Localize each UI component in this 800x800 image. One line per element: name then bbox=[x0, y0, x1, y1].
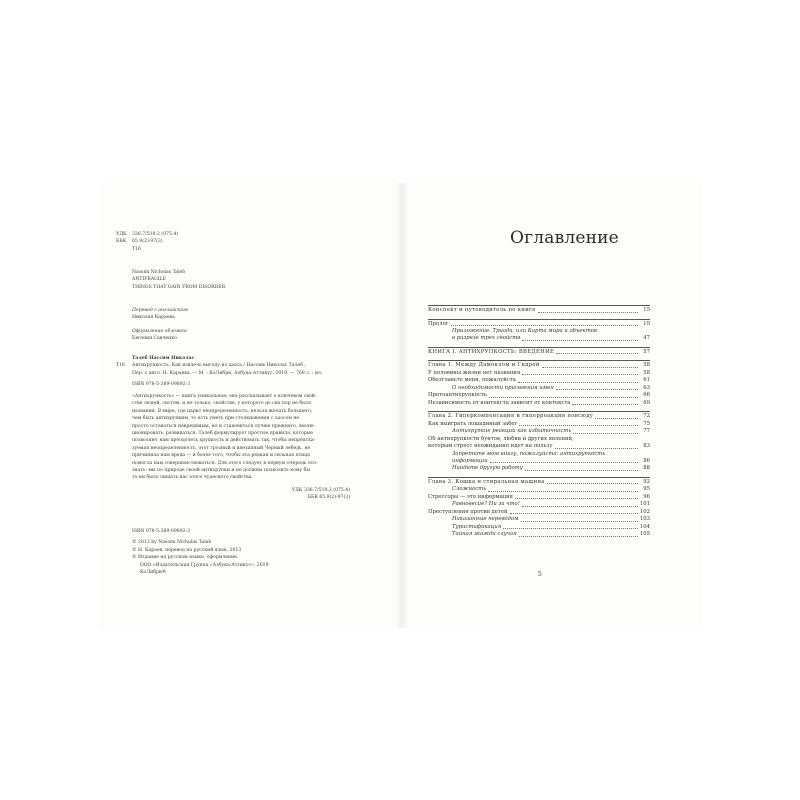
toc-entry-page: 72 bbox=[643, 413, 650, 419]
copyright-line: КоЛибри® bbox=[140, 570, 167, 576]
toc-group bbox=[428, 319, 650, 343]
bibliographic-block bbox=[116, 355, 386, 389]
original-subtitle: THINGS THAT GAIN FROM DISORDER bbox=[132, 284, 226, 290]
toc-entry[interactable] bbox=[428, 479, 650, 487]
toc-leader-dots bbox=[547, 483, 638, 484]
toc-entry-title: Глава 1. Между Дамоклом и Гидрой bbox=[428, 362, 540, 368]
toc-entry[interactable] bbox=[428, 321, 650, 329]
udk-key: УДК bbox=[116, 232, 127, 237]
annotation-line: знать: мы по природе своей антихрупки и не должны позволить кому бы bbox=[132, 468, 311, 474]
toc-leader-dots bbox=[510, 513, 638, 514]
toc-entry[interactable] bbox=[428, 524, 650, 532]
toc-leader-dots bbox=[451, 325, 638, 326]
toc-entry-page: 83 bbox=[643, 443, 650, 449]
toc-entry-page: 57 bbox=[643, 348, 650, 355]
toc-entry[interactable] bbox=[428, 428, 650, 436]
annotation-line: названия. В мире, где царит неопределенность, нельзя желать большего, bbox=[132, 408, 313, 414]
toc-entry[interactable] bbox=[428, 516, 650, 524]
toc-entry[interactable] bbox=[428, 436, 650, 444]
bibliographic-isbn: ISBN 978-5-389-09892-3 bbox=[132, 382, 191, 388]
toc-leader-dots bbox=[542, 367, 638, 368]
toc-leader-dots bbox=[556, 389, 638, 390]
toc-entry[interactable] bbox=[428, 486, 650, 494]
toc-entry-page: 101 bbox=[639, 501, 650, 507]
toc-entry[interactable] bbox=[428, 458, 650, 465]
annotation-line: чем быть антихрупким, то есть уметь при столкновении с хаосом не bbox=[132, 416, 300, 422]
toc-entry-title: Протоантихрупкость bbox=[428, 392, 487, 398]
cover-label: Оформление обложки bbox=[132, 328, 187, 334]
toc-entry-page: 88 bbox=[643, 465, 650, 471]
toc-entry-title: Как выиграть лошадиный забег bbox=[428, 420, 518, 427]
annotation-line: стве людей, систем, и не только, свойстве, у которого до сих пор не было bbox=[132, 401, 312, 407]
annotation-block bbox=[116, 393, 386, 482]
toc-leader-dots bbox=[488, 491, 638, 492]
toc-leader-dots bbox=[522, 506, 638, 507]
toc-entry-page: 58 bbox=[643, 369, 650, 376]
toc-entry-title: в разрезе трех свойств bbox=[452, 335, 521, 341]
toc-leader-dots bbox=[538, 312, 638, 313]
toc-entry-title: Глава 3. Кошка и стиральная машина bbox=[428, 478, 545, 485]
bbk-key: ББК bbox=[116, 239, 127, 245]
annotation-line: ционировать, развиваться. Талеб формулирует простые правила, которые bbox=[132, 431, 314, 437]
toc-entry-title: Антихрупкие реакции как избыточность bbox=[452, 428, 572, 434]
toc-entry-page: 63 bbox=[643, 384, 650, 391]
bbk-value: 65.9(2)-97(3) bbox=[132, 239, 163, 245]
toc-entry-page: 95 bbox=[643, 486, 650, 492]
toc-leader-dots bbox=[595, 418, 638, 419]
translator-name: Николая Караева bbox=[132, 315, 175, 321]
toc-leader-dots bbox=[556, 353, 638, 354]
classification-repeat-block bbox=[116, 487, 386, 502]
bibliographic-line-2: Пер. с англ. Н. Караева. — М. : КоЛибри, Азбука-Аттикус, 2019. — 768 с. : ил. bbox=[132, 370, 323, 376]
original-title-block bbox=[132, 269, 402, 291]
annotation-line: причинила нам вреда — и более того, чтобы эта редкая и сильная птица bbox=[132, 453, 310, 459]
toc-entry[interactable] bbox=[428, 413, 650, 421]
annotation-line: зуемая неопределенность, этот грозный и внезапный Черный лебедь, не bbox=[132, 445, 311, 451]
toc-entry-title: Туристификация bbox=[452, 523, 502, 530]
toc-entry-title: КНИГА I. АНТИХРУПКОСТЬ: ВВЕДЕНИЕ bbox=[428, 348, 555, 355]
annotation-line: позволяют нам преодолеть хрупкость и действовать так, чтобы непредска- bbox=[132, 438, 316, 444]
toc-entry[interactable] bbox=[428, 392, 650, 400]
toc-entry-page: 103 bbox=[639, 516, 650, 522]
bbk-repeat: ББК 65.9(2)-97(3) bbox=[307, 495, 350, 501]
toc-leader-dots bbox=[515, 498, 638, 499]
toc-entry[interactable] bbox=[428, 370, 650, 378]
toc-entry-title: Тайная жажда случая bbox=[452, 531, 517, 537]
toc-entry-page: 61 bbox=[643, 377, 650, 383]
toc-entry-title: Стрессоры — это информация bbox=[428, 493, 514, 500]
toc-entry-title: Конспект и путеводитель по книге bbox=[428, 307, 536, 313]
toc-entry-title: У половины жизни нет названия bbox=[428, 369, 521, 376]
toc-entry-page: 96 bbox=[643, 493, 650, 500]
classification-block bbox=[116, 231, 386, 253]
toc-entry-page: 105 bbox=[639, 531, 650, 537]
bibliographic-heading: Талеб Нассим Николас bbox=[132, 356, 195, 361]
bibliographic-line-1: Антихрупкость. Как извлечь выгоду из хаоса / Нассим Николас Талеб ; bbox=[132, 363, 306, 369]
toc-entry[interactable] bbox=[428, 385, 650, 393]
toc-entry-title: которым стресс неожиданно идет на пользу bbox=[428, 443, 553, 449]
toc-entry-title: Наказанные переводом bbox=[452, 516, 519, 522]
toc-entry[interactable] bbox=[428, 400, 650, 408]
toc-entry-page: 47 bbox=[643, 335, 650, 341]
toc-entry-page: 77 bbox=[643, 428, 650, 434]
annotation-line: «Антихрупкость» — книга уникальная: она рассказывает о ключевом свой- bbox=[132, 394, 317, 399]
toc-group bbox=[428, 411, 650, 473]
toc-leader-dots bbox=[555, 448, 638, 449]
copyright-line: © 2012 by Nassim Nicholas Taleb bbox=[132, 540, 212, 546]
toc-group bbox=[428, 347, 650, 357]
toc-entry-title: О необходимости присвоения имен bbox=[452, 384, 554, 391]
udk-repeat: УДК 336.7/519.2 (075.4) bbox=[291, 488, 350, 493]
toc-entry-title: Глава 2. Гиперкомпенсация и гиперреакция повсюду bbox=[428, 413, 594, 419]
copyright-isbn: ISBN 978-5-389-09892-3 bbox=[132, 529, 191, 534]
annotation-line: то ни было лишать нас этого чудесного свойства. bbox=[132, 475, 253, 481]
toc-group bbox=[428, 477, 650, 539]
cover-designer-name: Евгения Савченко bbox=[132, 336, 177, 342]
toc-entry-title: Запретите мою книгу, пожалуйста: антихрупкость bbox=[452, 450, 606, 457]
page-number: 5 bbox=[538, 571, 542, 578]
credits-block bbox=[132, 307, 402, 343]
toc-entry-title: Независимость от контекста зависит от контекста bbox=[428, 399, 571, 406]
copyright-line: ООО «Издательская Группа «Азбука-Аттикус», 2019 bbox=[140, 562, 269, 568]
toc-entry[interactable] bbox=[428, 509, 650, 517]
toc-entry-page: 58 bbox=[643, 362, 650, 368]
annotation-line: просто оставаться невредимым, но и становиться лучше прежнего, эволю- bbox=[132, 423, 316, 429]
toc-leader-dots bbox=[522, 340, 638, 341]
toc-leader-dots bbox=[572, 404, 638, 405]
udk-value: 336.7/519.2 (075.4) bbox=[132, 232, 179, 237]
toc-entry-title: Сложность bbox=[452, 486, 487, 492]
toc-entry-page: 15 bbox=[643, 307, 650, 313]
toc-leader-dots bbox=[522, 374, 638, 375]
toc-leader-dots bbox=[519, 425, 638, 426]
toc-entry[interactable] bbox=[428, 336, 650, 343]
toc-group bbox=[428, 360, 650, 407]
toc-entry[interactable] bbox=[428, 377, 650, 385]
toc-leader-dots bbox=[573, 433, 638, 434]
toc-entry[interactable] bbox=[428, 307, 650, 315]
toc-title: Оглавление bbox=[510, 228, 619, 248]
original-title: ANTIFRAGILE bbox=[132, 277, 167, 283]
toc-entry-title: Приложение. Триада, или Карта мира и объектов bbox=[452, 328, 597, 334]
toc-leader-dots bbox=[521, 521, 638, 522]
copyright-line: © Издание на русском языке, оформление. bbox=[132, 555, 239, 561]
toc-leader-dots bbox=[518, 382, 638, 383]
toc-entry-page: 104 bbox=[639, 523, 650, 530]
toc-entry[interactable] bbox=[428, 494, 650, 502]
toc-leader-dots bbox=[490, 462, 638, 463]
toc-page bbox=[402, 183, 702, 628]
toc-leader-dots bbox=[489, 397, 638, 398]
toc-entry-title: Обезглавьте меня, пожалуйста bbox=[428, 377, 516, 383]
toc-entry-title: информации bbox=[452, 457, 488, 464]
toc-entry-title: Равновесие? Ни за что! bbox=[452, 501, 520, 507]
copyright-block bbox=[116, 528, 386, 576]
toc-entry[interactable] bbox=[428, 443, 650, 451]
original-author: Nassim Nicholas Taleb bbox=[132, 270, 186, 275]
toc-leader-dots bbox=[503, 528, 638, 529]
annotation-line: помогла нам совершенствоваться. Для этого следует в первую очередь осо- bbox=[132, 460, 318, 466]
toc-entry-page: 69 bbox=[643, 399, 650, 406]
toc-entry-title: Об антихрупкости бунтов, любви и других явлений, bbox=[428, 435, 574, 442]
toc-leader-dots bbox=[525, 470, 638, 471]
toc-entry[interactable] bbox=[428, 362, 650, 370]
toc-entry-page: 75 bbox=[643, 420, 650, 427]
toc-entry-title: Преступления против детей bbox=[428, 508, 508, 515]
toc-group bbox=[428, 305, 650, 315]
toc-leader-dots bbox=[519, 536, 638, 537]
toc-entry-page: 92 bbox=[643, 478, 650, 485]
toc-entry-title: Найдите другую работу bbox=[452, 465, 523, 471]
translation-label: Перевод с английского bbox=[132, 308, 189, 313]
toc-entry[interactable] bbox=[428, 421, 650, 429]
toc-entry-page: 86 bbox=[643, 457, 650, 464]
toc-list bbox=[428, 305, 650, 543]
toc-entry[interactable] bbox=[428, 349, 650, 357]
imprint-page bbox=[100, 183, 402, 628]
copyright-line: © Н. Караев, перевод на русский язык, 2013 bbox=[132, 547, 242, 553]
toc-entry-page: 102 bbox=[639, 508, 650, 515]
toc-entry[interactable] bbox=[428, 501, 650, 509]
toc-entry[interactable] bbox=[428, 531, 650, 539]
bibliographic-code: Т16 bbox=[116, 363, 125, 369]
toc-entry-title: Пролог bbox=[428, 320, 449, 327]
toc-entry[interactable] bbox=[428, 465, 650, 473]
toc-entry-page: 66 bbox=[643, 392, 650, 398]
author-code: Т16 bbox=[132, 246, 141, 252]
toc-entry-page: 19 bbox=[643, 320, 650, 327]
